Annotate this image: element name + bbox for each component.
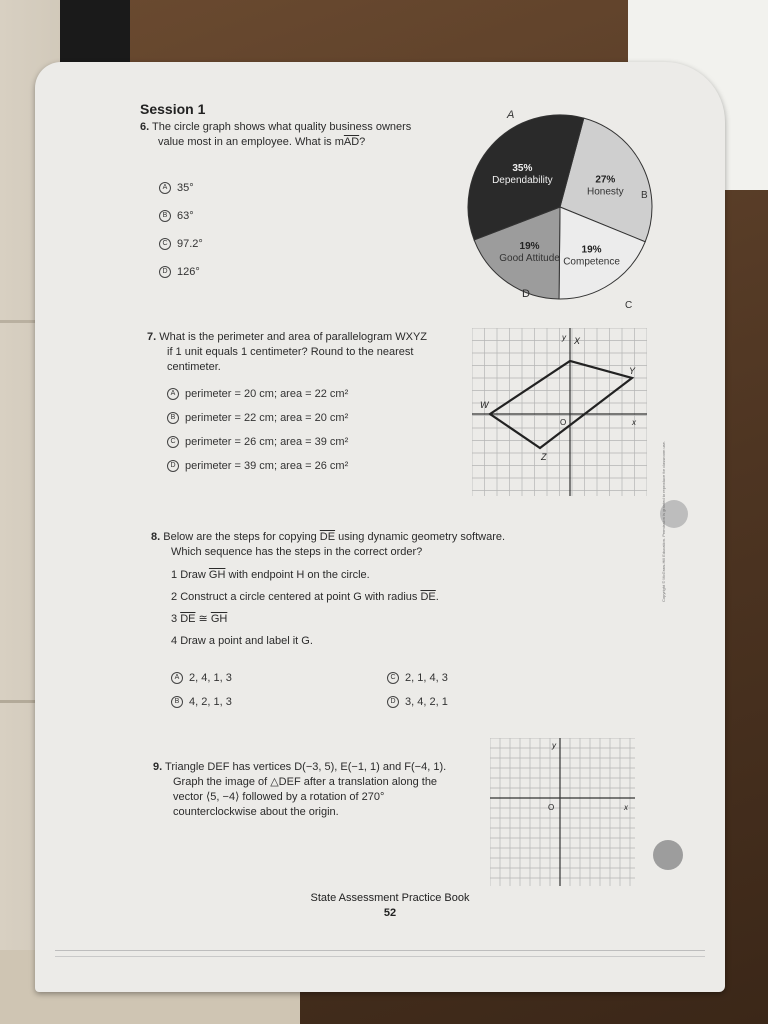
q7-option-b-text: perimeter = 22 cm; area = 20 cm²	[185, 412, 349, 424]
q8-option-c[interactable]	[387, 672, 448, 684]
q7-option-c[interactable]	[167, 436, 348, 448]
footer	[285, 892, 495, 919]
pie-category-label: Honesty	[586, 186, 624, 198]
q8-text1-a: Below are the steps for copying	[163, 531, 320, 543]
bubble-d-icon: D	[159, 266, 171, 278]
q7-option-b[interactable]	[167, 412, 348, 424]
q6-option-c[interactable]	[159, 238, 203, 250]
pie-percent-label: 19%	[581, 244, 602, 256]
vertex-x-label: X	[574, 336, 581, 346]
q6-text1: The circle graph shows what quality business owners	[152, 121, 412, 133]
step-segment: $\overline{GH}$	[208, 569, 226, 581]
bubble-a-icon: A	[167, 388, 179, 400]
q6-option-b[interactable]	[159, 210, 194, 222]
bubble-c-icon: C	[167, 436, 179, 448]
circle-graph	[455, 102, 665, 312]
step-segment-2: $\overline{GH}$	[210, 612, 228, 625]
step-text-end: ≅	[195, 612, 211, 625]
page-edge-line	[55, 956, 705, 957]
q9-text3: vector ⟨5, −4⟩ followed by a rotation of 270°	[173, 790, 385, 803]
q8-option-a-text: 2, 4, 1, 3	[189, 672, 232, 684]
x-axis-label: x	[632, 418, 636, 427]
binder-hole	[653, 840, 683, 870]
q9-text2: Graph the image of △DEF after a translation along the	[173, 775, 438, 788]
q6-arc: $\overline{AD}$	[343, 135, 360, 148]
pie-category-label: Competence	[563, 256, 620, 268]
q6-option-b-text: 63°	[177, 210, 194, 222]
q6-option-c-text: 97.2°	[177, 238, 203, 250]
q8-option-d[interactable]	[387, 696, 448, 708]
copyright-notice: Copyright © McGraw-Hill Education. Permission is granted to reproduce for classroom use.	[661, 440, 666, 602]
q9-origin-label: O	[548, 803, 555, 812]
q7-text1: What is the perimeter and area of parallelogram WXYZ	[159, 331, 428, 343]
q8-option-d-text: 3, 4, 2, 1	[405, 696, 448, 708]
q6-text-end: ?	[359, 135, 366, 148]
step-text: Construct a circle centered at point G with radius	[180, 590, 421, 603]
q6-question	[140, 120, 470, 150]
parallelogram-wxyz	[490, 361, 632, 448]
q6-option-d-text: 126°	[177, 266, 200, 278]
q6-number: 6.	[140, 121, 150, 133]
q7-option-d-text: perimeter = 39 cm; area = 26 cm²	[185, 460, 349, 472]
q9-number: 9.	[153, 761, 163, 773]
pie-category-label: Good Attitude	[499, 252, 560, 264]
point-a-label: A	[507, 109, 515, 121]
q8-step-3	[171, 612, 511, 627]
q7-text3: centimeter.	[167, 360, 221, 373]
vertex-w-label: W	[480, 400, 489, 410]
pie-percent-label: 27%	[595, 174, 616, 186]
q6-text2: value most in an employee. What is m	[158, 135, 344, 148]
q6-option-a[interactable]	[159, 182, 194, 194]
q7-option-a-text: perimeter = 20 cm; area = 22 cm²	[185, 388, 349, 400]
q8-seg-de: $\overline{DE}$	[319, 531, 336, 543]
worksheet-page	[35, 62, 725, 992]
step-text: Draw	[180, 569, 209, 581]
q7-option-d[interactable]	[167, 460, 348, 472]
step-segment: $\overline{DE}$	[180, 612, 196, 625]
bubble-b-icon: B	[167, 412, 179, 424]
bubble-c-icon: C	[387, 672, 399, 684]
bubble-c-icon: C	[159, 238, 171, 250]
q8-step-1	[171, 568, 511, 583]
q8-option-a[interactable]	[171, 672, 232, 684]
q8-question	[151, 530, 591, 560]
vertex-z-label: Z	[541, 452, 547, 462]
step-number: 1	[171, 569, 178, 581]
q7-option-c-text: perimeter = 26 cm; area = 39 cm²	[185, 436, 349, 448]
q9-x-axis-label: x	[624, 803, 628, 812]
q8-option-b[interactable]	[171, 696, 232, 708]
q9-y-axis-label: y	[552, 741, 556, 750]
q7-option-a[interactable]	[167, 388, 348, 400]
bubble-b-icon: B	[171, 696, 183, 708]
q8-text2: Which sequence has the steps in the correct order?	[171, 545, 423, 558]
q7-text2: if 1 unit equals 1 centimeter? Round to the nearest	[167, 345, 414, 358]
bubble-a-icon: A	[171, 672, 183, 684]
point-c-label: C	[625, 300, 633, 311]
book-title: State Assessment Practice Book	[310, 892, 470, 904]
y-axis-label: y	[562, 333, 566, 342]
q7-coordinate-grid	[472, 328, 647, 496]
q6-option-a-text: 35°	[177, 182, 194, 194]
bubble-d-icon: D	[167, 460, 179, 472]
q8-steps	[171, 568, 511, 655]
q8-number: 8.	[151, 531, 161, 543]
step-text: Draw a point and label it G.	[180, 634, 313, 647]
pie-percent-label: 19%	[519, 240, 540, 252]
step-segment: $\overline{DE}$	[420, 590, 436, 603]
session-title: Session 1	[140, 101, 206, 117]
pie-category-label: Dependability	[492, 175, 553, 187]
step-number: 2	[171, 590, 178, 603]
point-d-label: D	[522, 288, 530, 300]
step-text-end: with endpoint H on the circle.	[225, 569, 370, 581]
q8-option-b-text: 4, 2, 1, 3	[189, 696, 232, 708]
q9-coordinate-grid	[490, 738, 635, 886]
q7-number: 7.	[147, 331, 157, 343]
q8-step-2	[171, 590, 511, 605]
bubble-d-icon: D	[387, 696, 399, 708]
step-number: 3	[171, 612, 178, 625]
q9-question	[153, 760, 483, 819]
step-number: 4	[171, 634, 178, 647]
q9-text4: counterclockwise about the origin.	[173, 805, 339, 818]
pie-percent-label: 35%	[512, 163, 533, 175]
q8-step-4	[171, 634, 511, 649]
step-text-end: .	[435, 590, 439, 603]
q7-question	[147, 330, 477, 375]
page-number: 52	[383, 907, 397, 919]
q8-text1-b: using dynamic geometry software.	[335, 531, 506, 543]
bubble-b-icon: B	[159, 210, 171, 222]
bubble-a-icon: A	[159, 182, 171, 194]
vertex-y-label: Y	[629, 366, 636, 376]
point-b-label: B	[641, 190, 648, 201]
q8-option-c-text: 2, 1, 4, 3	[405, 672, 448, 684]
page-edge-line	[55, 950, 705, 951]
q9-text1: Triangle DEF has vertices D(−3, 5), E(−1, 1) and F(−4, 1).	[165, 761, 447, 773]
q6-option-d[interactable]	[159, 266, 200, 278]
origin-label: O	[560, 418, 567, 427]
